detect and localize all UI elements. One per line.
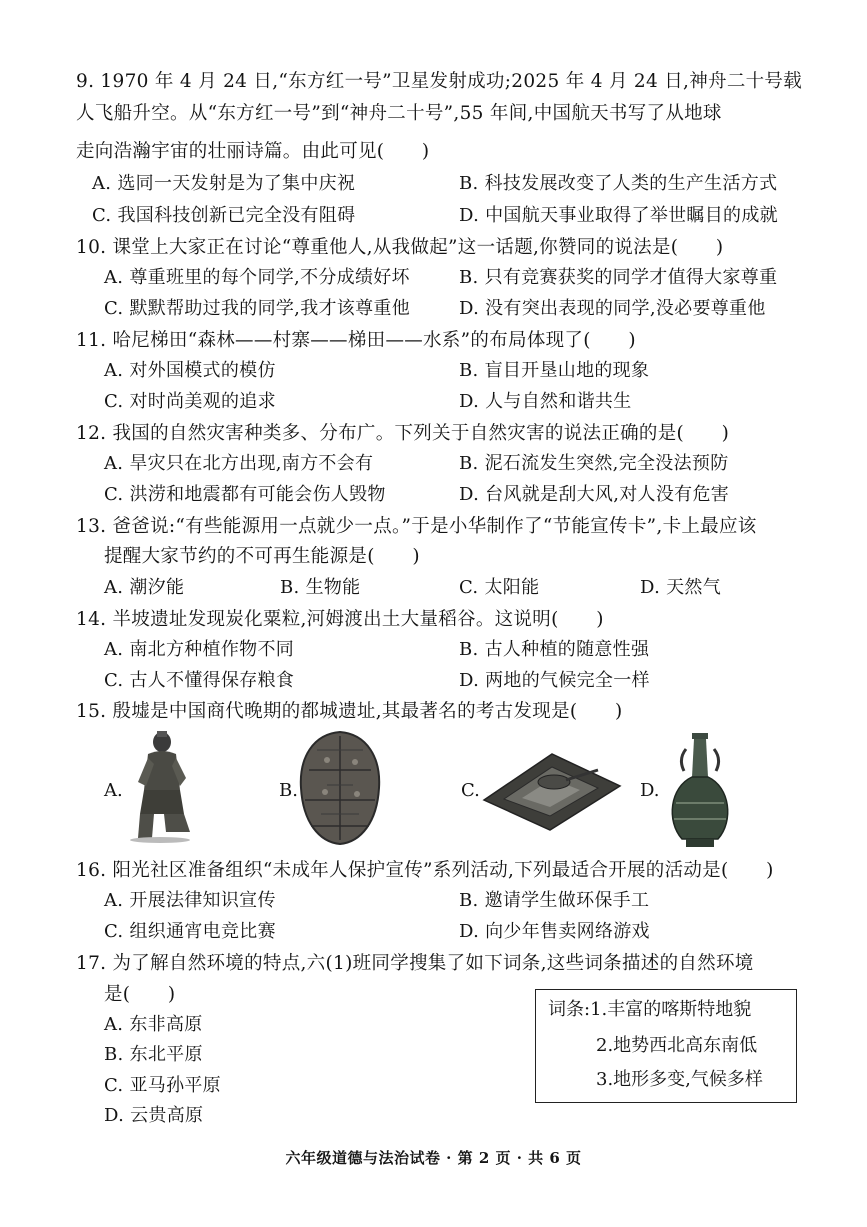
q10-option-d: D. 没有突出表现的同学,没必要尊重他	[459, 298, 766, 319]
q17-stem-line2: 是( )	[104, 984, 176, 1005]
q10-option-a: A. 尊重班里的每个同学,不分成绩好坏	[104, 267, 410, 288]
q13-option-b: B. 生物能	[280, 577, 361, 598]
sundial-compass-icon	[482, 752, 622, 836]
q15-option-d-label: D.	[640, 780, 660, 801]
q15-stem: 15. 殷墟是中国商代晚期的都城遗址,其最著名的考古发现是( )	[76, 701, 623, 722]
q10-stem: 10. 课堂上大家正在讨论“尊重他人,从我做起”这一话题,你赞同的说法是( )	[76, 237, 724, 258]
q17-option-a: A. 东非高原	[104, 1014, 203, 1035]
q14-stem: 14. 半坡遗址发现炭化粟粒,河姆渡出土大量稻谷。这说明( )	[76, 609, 604, 630]
q14-option-a: A. 南北方种植作物不同	[104, 639, 295, 660]
q11-option-d: D. 人与自然和谐共生	[459, 391, 632, 412]
q12-option-c: C. 洪涝和地震都有可能会伤人毁物	[104, 484, 386, 505]
q17-stem-line1: 17. 为了解自然环境的特点,六(1)班同学搜集了如下词条,这些词条描述的自然环境	[76, 953, 754, 974]
q11-option-a: A. 对外国模式的模仿	[104, 360, 276, 381]
q16-stem: 16. 阳光社区准备组织“未成年人保护宣传”系列活动,下列最适合开展的活动是( )	[76, 860, 774, 881]
q9-stem-line2: 人飞船升空。从“东方红一号”到“神舟二十号”,55 年间,中国航天书写了从地球	[76, 103, 722, 124]
q13-option-a: A. 潮汐能	[104, 577, 185, 598]
q12-stem: 12. 我国的自然灾害种类多、分布广。下列关于自然灾害的说法正确的是( )	[76, 423, 730, 444]
q17-option-d: D. 云贵高原	[104, 1105, 204, 1126]
q9-option-d: D. 中国航天事业取得了举世瞩目的成就	[459, 205, 778, 226]
q13-option-d: D. 天然气	[640, 577, 722, 598]
q11-stem: 11. 哈尼梯田“森林——村寨——梯田——水系”的布局体现了( )	[76, 330, 636, 351]
q14-option-c: C. 古人不懂得保存粮食	[104, 670, 295, 691]
q11-option-c: C. 对时尚美观的追求	[104, 391, 276, 412]
q9-option-a: A. 选同一天发射是为了集中庆祝	[92, 173, 356, 194]
q12-option-b: B. 泥石流发生突然,完全没法预防	[459, 453, 729, 474]
q14-option-b: B. 古人种植的随意性强	[459, 639, 650, 660]
q9-stem-line3: 走向浩瀚宇宙的壮丽诗篇。由此可见( )	[76, 141, 430, 162]
q9-option-c: C. 我国科技创新已完全没有阻碍	[92, 205, 356, 226]
q13-stem-line2: 提醒大家节约的不可再生能源是( )	[104, 546, 420, 567]
q9-stem-line1: 9. 1970 年 4 月 24 日,“东方红一号”卫星发射成功;2025 年 4 月 24 日,神舟二十号载	[76, 71, 803, 92]
q17-vocab-box	[535, 989, 797, 1103]
terracotta-warrior-icon	[124, 728, 200, 848]
q11-option-b: B. 盲目开垦山地的现象	[459, 360, 650, 381]
vocab-item-2: 2.地势西北高东南低	[596, 1035, 758, 1056]
q15-option-a-label: A.	[104, 780, 123, 801]
q10-option-c: C. 默默帮助过我的同学,我才该尊重他	[104, 298, 410, 319]
q16-option-a: A. 开展法律知识宣传	[104, 890, 276, 911]
q13-stem-line1: 13. 爸爸说:“有些能源用一点就少一点。”于是小华制作了“节能宣传卡”,卡上最应该	[76, 516, 757, 537]
page-footer: 六年级道德与法治试卷 · 第 2 页 · 共 6 页	[285, 1149, 582, 1167]
q12-option-a: A. 旱灾只在北方出现,南方不会有	[104, 453, 374, 474]
q14-option-d: D. 两地的气候完全一样	[459, 670, 650, 691]
q16-option-b: B. 邀请学生做环保手工	[459, 890, 650, 911]
vocab-item-1: 词条:1.丰富的喀斯特地貌	[548, 999, 752, 1020]
q17-option-c: C. 亚马孙平原	[104, 1075, 221, 1096]
q15-option-c-label: C.	[461, 780, 480, 801]
q15-option-b-label: B.	[279, 780, 298, 801]
tortoise-shell-icon	[297, 730, 383, 850]
q16-option-c: C. 组织通宵电竞比赛	[104, 921, 276, 942]
q10-option-b: B. 只有竞赛获奖的同学才值得大家尊重	[459, 267, 778, 288]
q17-option-b: B. 东北平原	[104, 1044, 203, 1065]
vocab-item-3: 3.地形多变,气候多样	[596, 1069, 763, 1090]
bronze-vase-icon	[664, 731, 736, 855]
q12-option-d: D. 台风就是刮大风,对人没有危害	[459, 484, 730, 505]
q9-option-b: B. 科技发展改变了人类的生产生活方式	[459, 173, 778, 194]
q16-option-d: D. 向少年售卖网络游戏	[459, 921, 650, 942]
q13-option-c: C. 太阳能	[459, 577, 540, 598]
